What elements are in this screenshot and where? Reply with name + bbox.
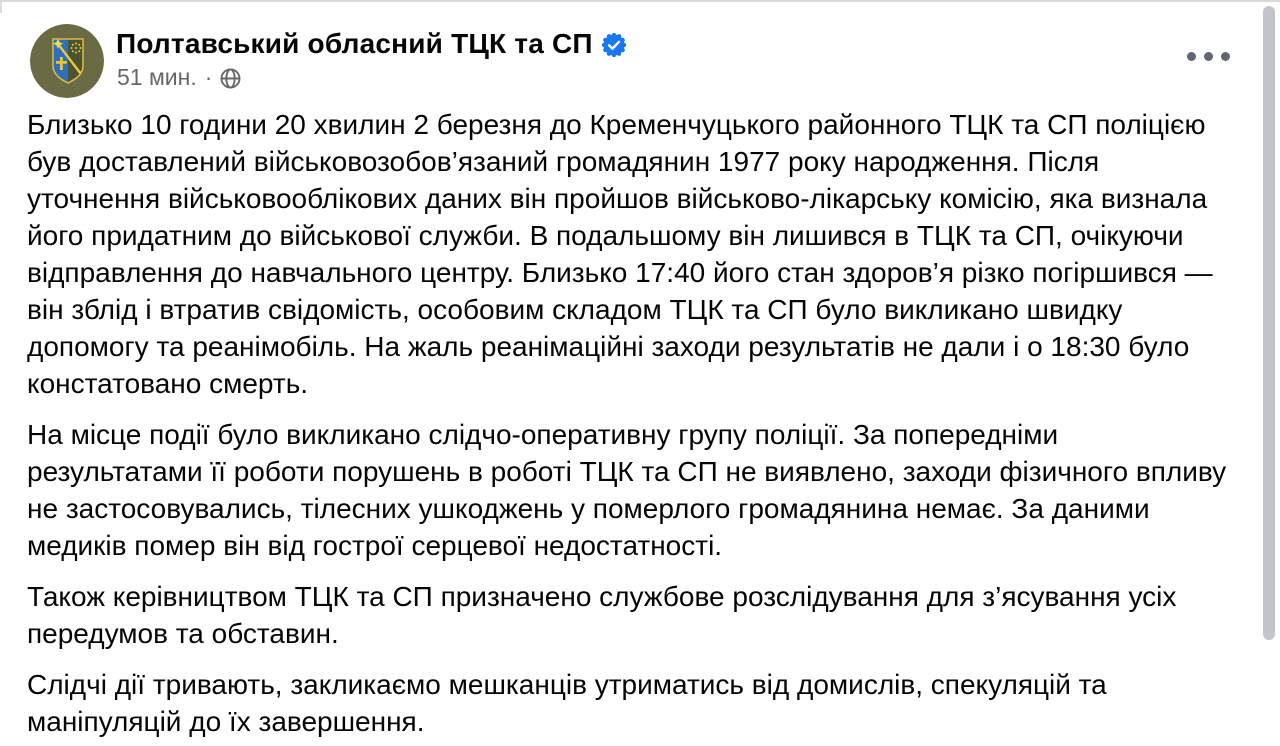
card-top-border xyxy=(0,0,1280,2)
verified-badge-icon xyxy=(602,33,626,57)
post-meta[interactable] xyxy=(117,64,241,91)
post-timestamp[interactable]: 51 мин. xyxy=(117,64,197,90)
post-paragraph: Близько 10 години 20 хвилин 2 березня до Кременчуцького районного ТЦК та СП поліцією був доставлений військовозобов’язаний громадянин 1977 року народження. Після уточнення військовооблікових даних він пройшов військово-лікарську комісію, яка визнала його придатним до військової служби. В подальшому він лишився в ТЦК та СП, очікуючи відправлення до навчального центру. Близько 17:40 його стан здоров’я різко погіршився — він зблід і втратив свідомість, особовим складом ТЦК та СП було викликано швидку допомогу та реанімобіль. На жаль реанімаційні заходи результатів не дали і о 18:30 було констатовано смерть. xyxy=(27,109,1213,399)
coat-of-arms-icon xyxy=(30,85,104,98)
page-avatar[interactable] xyxy=(30,24,104,98)
post-header xyxy=(116,28,626,60)
page-name-link[interactable]: Полтавський обласний ТЦК та СП xyxy=(116,28,593,59)
three-dots-icon xyxy=(1187,52,1196,61)
card-left-border xyxy=(0,0,2,13)
post-text xyxy=(27,106,1235,746)
meta-separator: · xyxy=(204,64,213,90)
more-options-button[interactable] xyxy=(1181,46,1236,67)
post-paragraph: Також керівництвом ТЦК та СП призначено службове розслідування для з’ясування усіх передумов та обставин. xyxy=(27,581,1177,649)
scrollbar[interactable] xyxy=(1263,6,1275,640)
globe-icon xyxy=(220,68,241,89)
post-paragraph: Слідчі дії тривають, закликаємо мешканців утриматись від домислів, спекуляцій та маніпуляцій до їх завершення. xyxy=(27,669,1107,737)
post-paragraph: На місце події було викликано слідчо-оперативну групу поліції. За попередніми результатами її роботи порушень в роботі ТЦК та СП не виявлено, заходи фізичного впливу не застосовувались, тілесних ушкоджень у померлого громадянина немає. За даними медиків помер він від гострої серцевої недостатності. xyxy=(27,419,1227,561)
